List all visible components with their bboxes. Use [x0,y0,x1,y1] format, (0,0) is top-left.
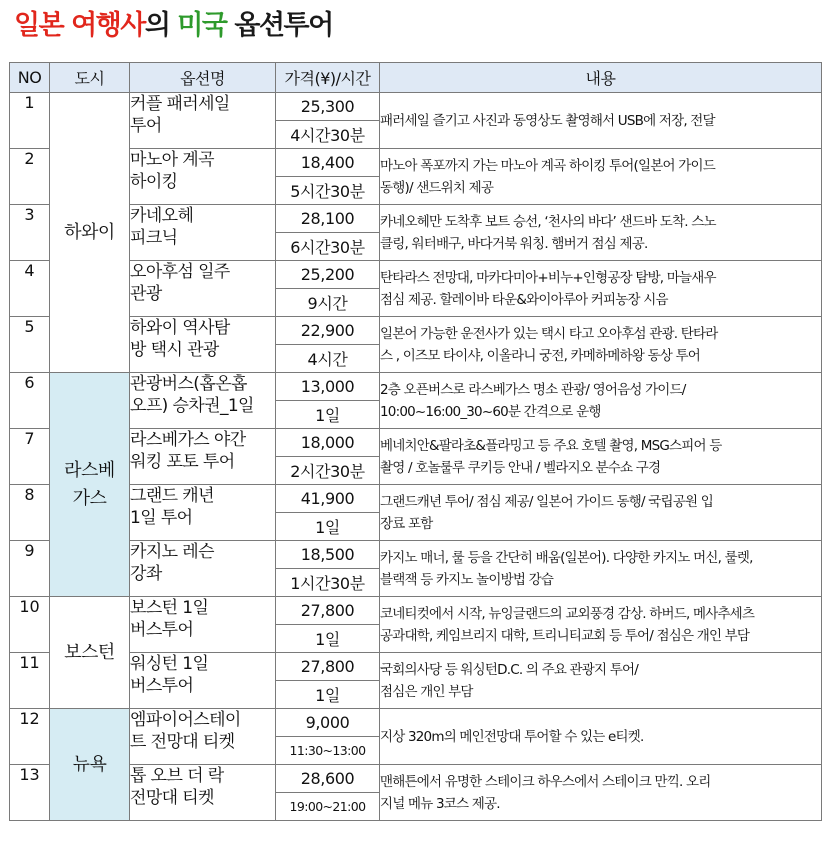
table-row [10,261,822,289]
header-option: 옵션명 [130,63,276,93]
row-number: 1 [10,93,50,149]
row-number: 3 [10,205,50,261]
option-duration: 4시간30분 [276,121,380,149]
table-row [10,653,822,681]
option-duration: 11:30~13:00 [276,737,380,765]
title-option-tour: 옵션투어 [226,10,333,41]
row-number: 13 [10,765,50,821]
option-content: 마노아 폭포까지 가는 마노아 계곡 하이킹 투어(일본어 가이드 동행)/ 샌드위치 제공 [380,149,822,205]
table-body [10,93,822,821]
option-content: 일본어 가능한 운전사가 있는 택시 타고 오아후섬 관광. 탄타라 스 , 이즈모 타이샤, 이올라니 궁전, 카메하메하왕 동상 투어 [380,317,822,373]
option-price: 28,100 [276,205,380,233]
option-price: 18,000 [276,429,380,457]
option-name: 카네오헤 피크닉 [130,205,276,261]
table-row [10,93,822,121]
option-price: 41,900 [276,485,380,513]
table-header-row [10,63,822,93]
option-duration: 6시간30분 [276,233,380,261]
option-name: 그랜드 캐년 1일 투어 [130,485,276,541]
option-content: 베네치안&팔라초&플라밍고 등 주요 호텔 촬영, MSG스피어 등 촬영 / 호놀룰루 쿠키등 안내 / 벨라지오 분수쇼 구경 [380,429,822,485]
option-name: 라스베가스 야간 워킹 포토 투어 [130,429,276,485]
option-name: 카지노 레슨 강좌 [130,541,276,597]
option-price: 22,900 [276,317,380,345]
table-row [10,541,822,569]
option-duration: 4시간 [276,345,380,373]
option-name: 보스턴 1일 버스투어 [130,597,276,653]
row-number: 4 [10,261,50,317]
header-city: 도시 [50,63,130,93]
option-name: 관광버스(홉온홉 오프) 승차권_1일 [130,373,276,429]
option-content: 그랜드캐년 투어/ 점심 제공/ 일본어 가이드 동행/ 국립공원 입 장료 포함 [380,485,822,541]
option-price: 25,200 [276,261,380,289]
option-duration: 19:00~21:00 [276,793,380,821]
row-number: 7 [10,429,50,485]
option-name: 마노아 계곡 하이킹 [130,149,276,205]
title-particle: 의 [144,10,178,41]
page-title [14,6,333,46]
table-row [10,373,822,401]
row-number: 9 [10,541,50,597]
option-price: 18,500 [276,541,380,569]
option-name: 커플 패러세일 투어 [130,93,276,149]
option-content: 탄타라스 전망대, 마카다미아+비누+인형공장 탐방, 마늘새우 점심 제공. 할레이바 타운&와이아루아 커피농장 시음 [380,261,822,317]
table-row [10,709,822,737]
title-usa: 미국 [177,10,227,41]
option-duration: 1시간30분 [276,569,380,597]
option-name: 하와이 역사탐 방 택시 관광 [130,317,276,373]
option-content: 맨해튼에서 유명한 스테이크 하우스에서 스테이크 만끽. 오리 지널 메뉴 3코스 제공. [380,765,822,821]
option-name: 톱 오브 더 락 전망대 티켓 [130,765,276,821]
option-price: 27,800 [276,653,380,681]
option-content: 국회의사당 등 워싱턴D.C. 의 주요 관광지 투어/ 점심은 개인 부담 [380,653,822,709]
title-japan-agency: 일본 여행사 [14,10,145,41]
row-number: 11 [10,653,50,709]
row-number: 6 [10,373,50,429]
row-number: 10 [10,597,50,653]
option-content: 카네오헤만 도착후 보트 승선, ‘천사의 바다’ 샌드바 도착. 스노 클링, 워터배구, 바다거북 워칭. 햄버거 점심 제공. [380,205,822,261]
option-price: 25,300 [276,93,380,121]
option-content: 패러세일 즐기고 사진과 동영상도 촬영해서 USB에 저장, 전달 [380,93,822,149]
option-name: 오아후섬 일주 관광 [130,261,276,317]
header-content: 내용 [380,63,822,93]
city-cell-hawaii: 하와이 [50,93,130,373]
option-content: 카지노 매너, 룰 등을 간단히 배움(일본어). 다양한 카지노 머신, 룰렛, 블랙잭 등 카지노 놀이방법 강습 [380,541,822,597]
option-content: 2층 오픈버스로 라스베가스 명소 관광/ 영어음성 가이드/ 10:00~16:00_30~60분 간격으로 운행 [380,373,822,429]
city-cell-lasvegas: 라스베 가스 [50,373,130,597]
option-tour-table [9,62,822,821]
row-number: 2 [10,149,50,205]
option-duration: 5시간30분 [276,177,380,205]
option-content: 지상 320m의 메인전망대 투어할 수 있는 e티켓. [380,709,822,765]
option-duration: 1일 [276,513,380,541]
option-content: 코네티컷에서 시작, 뉴잉글랜드의 교외풍경 감상. 하버드, 메사추세츠 공과대학, 케임브리지 대학, 트리니티교회 등 투어/ 점심은 개인 부담 [380,597,822,653]
table-row [10,765,822,793]
header-no: NO [10,63,50,93]
table-row [10,429,822,457]
option-duration: 1일 [276,625,380,653]
option-name: 엠파이어스테이 트 전망대 티켓 [130,709,276,765]
option-duration: 1일 [276,681,380,709]
option-price: 9,000 [276,709,380,737]
city-cell-boston: 보스턴 [50,597,130,709]
option-price: 27,800 [276,597,380,625]
table-row [10,597,822,625]
table-row [10,485,822,513]
row-number: 12 [10,709,50,765]
header-price: 가격(¥)/시간 [276,63,380,93]
table-row [10,149,822,177]
table-row [10,205,822,233]
option-duration: 1일 [276,401,380,429]
option-price: 18,400 [276,149,380,177]
option-price: 28,600 [276,765,380,793]
row-number: 8 [10,485,50,541]
option-duration: 9시간 [276,289,380,317]
table-row [10,317,822,345]
row-number: 5 [10,317,50,373]
city-cell-newyork: 뉴욕 [50,709,130,821]
option-price: 13,000 [276,373,380,401]
option-duration: 2시간30분 [276,457,380,485]
option-name: 워싱턴 1일 버스투어 [130,653,276,709]
